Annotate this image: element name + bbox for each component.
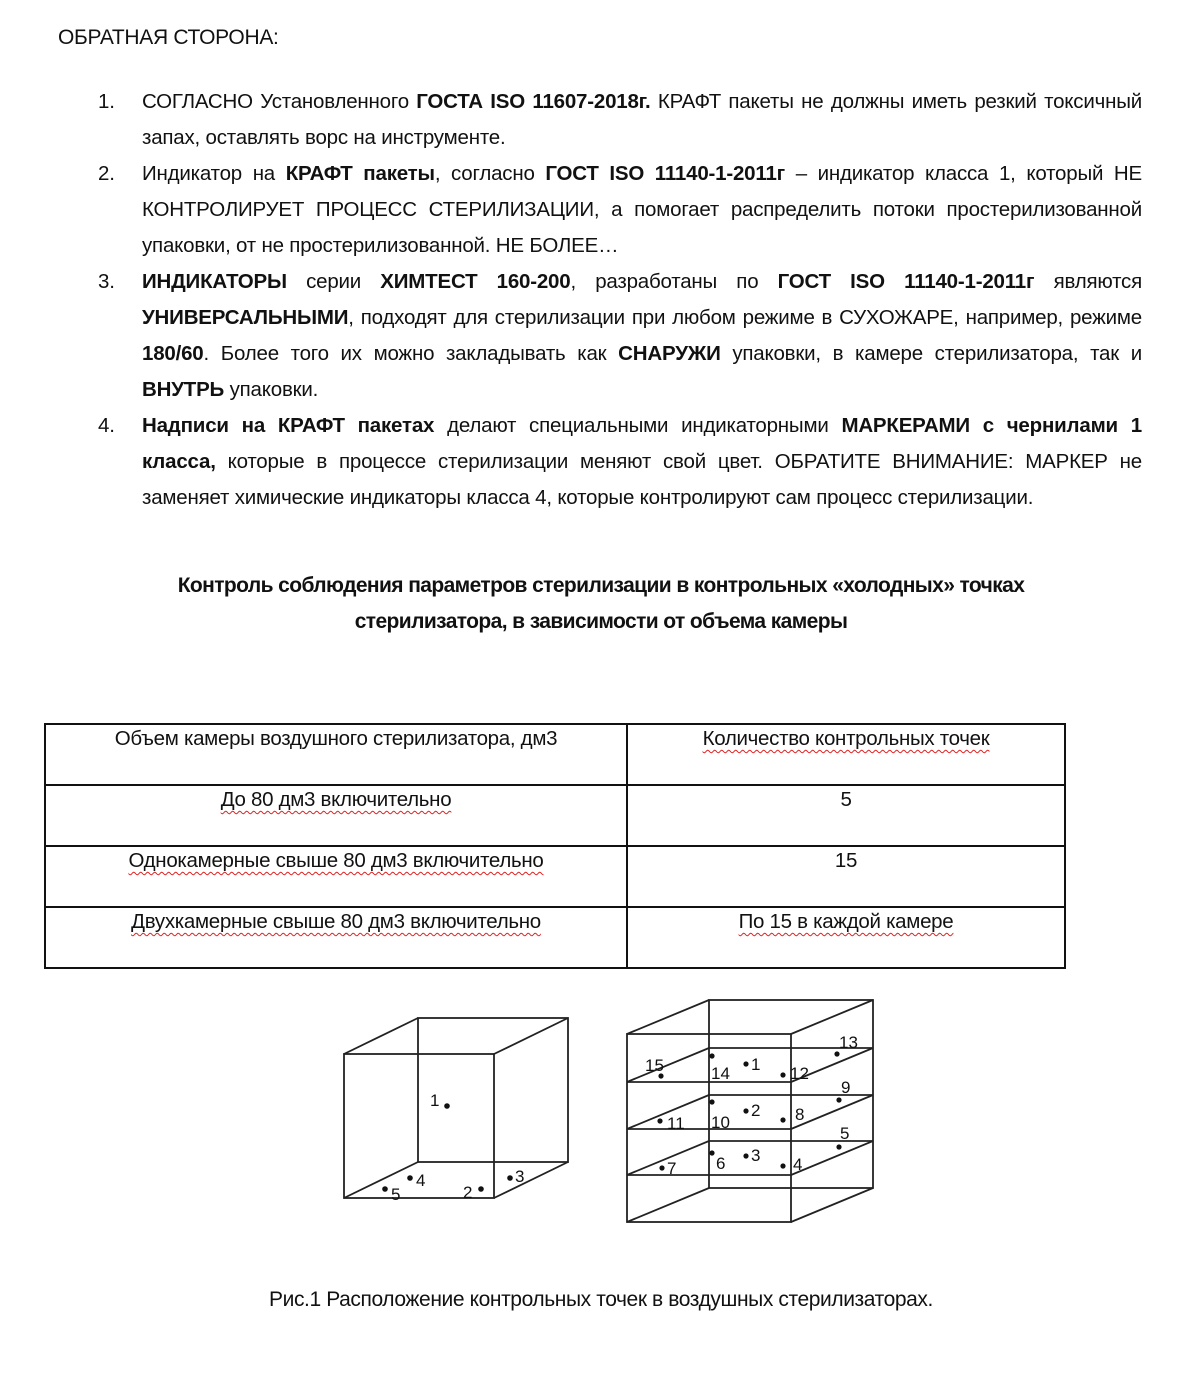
- text-run: , согласно: [434, 162, 546, 185]
- table-cell: До 80 дм3 включительно: [45, 785, 627, 846]
- bold-text-run: ХИМТЕСТ 160-200: [380, 270, 571, 293]
- table-cell: Двухкамерные свыше 80 дм3 включительно: [45, 907, 627, 968]
- point-label: 1: [430, 1091, 440, 1110]
- list-number: 1.: [98, 90, 115, 113]
- bold-text-run: Надписи на КРАФТ пакетах: [142, 414, 435, 437]
- section-title-line-2: стерилизатора, в зависимости от объема камеры: [354, 610, 848, 633]
- point-label: 2: [463, 1183, 473, 1202]
- list-item-text: [142, 90, 1142, 149]
- table-header-cell: Количество контрольных точек: [627, 724, 1065, 785]
- text-run: упаковки, в камере стерилизатора, так и: [720, 342, 1142, 365]
- table-cell: 5: [627, 785, 1065, 846]
- text-run: , подходят для стерилизации при любом режиме в СУХОЖАРЕ, например, режиме: [348, 306, 1142, 329]
- table-cell: По 15 в каждой камере: [627, 907, 1065, 968]
- table-row: [45, 907, 1065, 968]
- text-run: Индикатор на: [142, 162, 286, 185]
- bold-text-run: МАРКЕРАМИ с чернилами 1 класса,: [142, 414, 1142, 473]
- point-label: 5: [840, 1124, 850, 1143]
- list-item: [98, 84, 1142, 156]
- point-label: 3: [751, 1146, 761, 1165]
- section-title-line-1: Контроль соблюдения параметров стерилизации в контрольных «холодных» точках: [177, 574, 1025, 597]
- text-run: КРАФТ пакеты не должны иметь резкий токсичный запах, оставлять ворс на инструменте.: [142, 90, 1142, 149]
- point-label: 3: [515, 1167, 525, 1186]
- list-item: [98, 408, 1142, 516]
- list-item-text: [142, 414, 1142, 509]
- list-item: [98, 156, 1142, 264]
- point-label: 7: [667, 1159, 677, 1178]
- list-item-text: [142, 270, 1142, 401]
- list-item: [98, 264, 1142, 408]
- text-run: – индикатор класса 1, который НЕ КОНТРОЛИРУЕТ ПРОЦЕСС СТЕРИЛИЗАЦИИ, а помогает распределить потоки простерилизованной упаковки, от не простерилизованной. НЕ БОЛЕЕ…: [142, 162, 1142, 257]
- table-header-row: [45, 724, 1065, 785]
- bold-text-run: ВНУТРЬ: [142, 378, 225, 401]
- point-label: 10: [711, 1113, 730, 1132]
- text-run: делают специальными индикаторными: [434, 414, 842, 437]
- point-label: 12: [790, 1064, 809, 1083]
- bold-text-run: УНИВЕРСАЛЬНЫМИ: [142, 306, 349, 329]
- point-label: 6: [716, 1154, 726, 1173]
- section-title: [100, 568, 1102, 640]
- point-label: 11: [667, 1114, 685, 1133]
- table-row: [45, 846, 1065, 907]
- point-label: 8: [795, 1105, 805, 1124]
- numbered-list: [98, 84, 1142, 516]
- bold-text-run: ИНДИКАТОРЫ: [142, 270, 287, 293]
- control-points-table: [44, 723, 1066, 969]
- figure-caption: Рис.1 Расположение контрольных точек в воздушных стерилизаторах.: [269, 1288, 933, 1311]
- list-number: 2.: [98, 162, 115, 185]
- bold-text-run: ГОСТ ISO 11140-1-2011г: [545, 162, 785, 185]
- point-label: 13: [839, 1033, 858, 1052]
- single-chamber-diagram: [330, 990, 590, 1230]
- text-run: которые в процессе стерилизации меняют свой цвет. ОБРАТИТЕ ВНИМАНИЕ: МАРКЕР не заменяет химические индикаторы класса 4, которые контролируют сам процесс стерилизации.: [142, 450, 1142, 509]
- bold-text-run: СНАРУЖИ: [618, 342, 721, 365]
- list-item-text: [142, 162, 1142, 257]
- text-run: серии: [286, 270, 381, 293]
- text-run: , разработаны по: [570, 270, 778, 293]
- multi-shelf-chamber-diagram: [615, 990, 885, 1230]
- list-number: 4.: [98, 414, 115, 437]
- point-label: 2: [751, 1101, 761, 1120]
- text-run: упаковки.: [224, 378, 319, 401]
- bold-text-run: 180/60: [142, 342, 204, 365]
- list-number: 3.: [98, 270, 115, 293]
- point-label: 4: [793, 1155, 803, 1174]
- point-label: 5: [391, 1185, 401, 1204]
- point-label: 15: [645, 1056, 664, 1075]
- point-label: 1: [751, 1055, 761, 1074]
- table-row: [45, 785, 1065, 846]
- point-label: 9: [841, 1078, 851, 1097]
- table-cell: Однокамерные свыше 80 дм3 включительно: [45, 846, 627, 907]
- text-run: . Более того их можно закладывать как: [203, 342, 619, 365]
- bold-text-run: ГОСТ ISO 11140-1-2011г: [777, 270, 1035, 293]
- table-cell: 15: [627, 846, 1065, 907]
- table-header-cell: Объем камеры воздушного стерилизатора, дм3: [45, 724, 627, 785]
- page-heading: ОБРАТНАЯ СТОРОНА:: [58, 26, 279, 49]
- bold-text-run: ГОСТА ISO 11607-2018г.: [416, 90, 651, 113]
- text-run: являются: [1034, 270, 1142, 293]
- text-run: СОГЛАСНО Установленного: [142, 90, 417, 113]
- bold-text-run: КРАФТ пакеты: [285, 162, 435, 185]
- point-label: 14: [711, 1064, 730, 1083]
- point-label: 4: [416, 1171, 426, 1190]
